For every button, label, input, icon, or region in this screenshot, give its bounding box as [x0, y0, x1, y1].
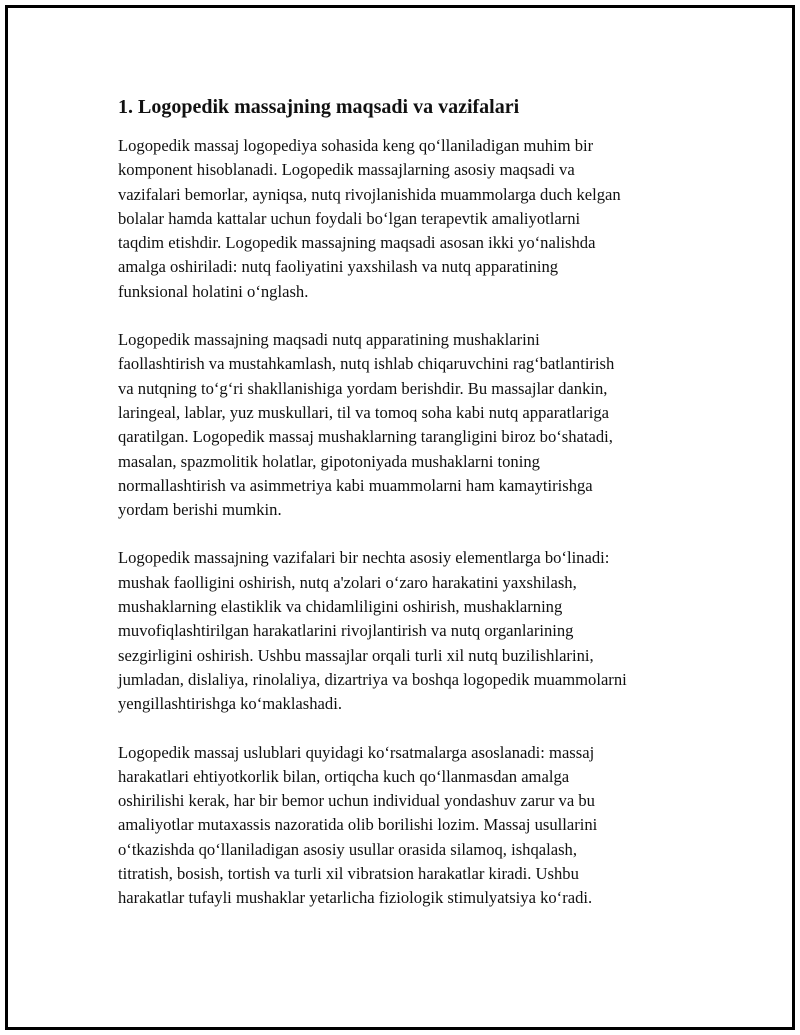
paragraph-line: Logopedik massajning maqsadi nutq apparatining mushaklarini	[118, 330, 540, 350]
paragraph-4	[118, 741, 698, 911]
paragraph-line: Logopedik massaj uslublari quyidagi ko‘rsatmalarga asoslanadi: massaj	[118, 742, 595, 762]
paragraph-line: komponent hisoblanadi. Logopedik massajlarning asosiy maqsadi va	[118, 160, 575, 180]
paragraph-line: qaratilgan. Logopedik massaj mushaklarning tarangligini biroz bo‘shatadi,	[118, 427, 613, 447]
section-heading: 1. Logopedik massajning maqsadi va vazifalari	[118, 96, 520, 118]
paragraph-line: amaliyotlar mutaxassis nazoratida olib borilishi lozim. Massaj usullarini	[118, 815, 598, 835]
paragraph-line: funksional holatini o‘nglash.	[118, 281, 309, 301]
paragraph-line: bolalar hamda kattalar uchun foydali bo‘lgan terapevtik amaliyotlarni	[118, 208, 581, 228]
paragraph-line: taqdim etishdir. Logopedik massajning maqsadi asosan ikki yo‘nalishda	[118, 233, 596, 253]
paragraph-line: yordam berishi mumkin.	[118, 500, 282, 520]
paragraph-line: laringeal, lablar, yuz muskullari, til va tomoq soha kabi nutq apparatlariga	[118, 402, 610, 422]
paragraph-line: faollashtirish va mustahkamlash, nutq ishlab chiqaruvchini rag‘batlantirish	[118, 354, 615, 374]
paragraph-1	[118, 134, 698, 304]
paragraph-line: muvofiqlashtirilgan harakatlarini rivojlantirish va nutq organlarining	[118, 621, 574, 641]
paragraph-line: yengillashtirishga ko‘maklashadi.	[118, 694, 342, 714]
paragraph-line: jumladan, dislaliya, rinolaliya, dizartriya va boshqa logopedik muammolarni	[118, 669, 627, 689]
paragraph-2	[118, 328, 698, 522]
paragraph-line: harakatlari ehtiyotkorlik bilan, ortiqcha kuch qo‘llanmasdan amalga	[118, 766, 570, 786]
paragraph-line: vazifalari bemorlar, ayniqsa, nutq rivojlanishida muammolarga duch kelgan	[118, 184, 621, 204]
paragraph-line: harakatlar tufayli mushaklar yetarlicha fiziologik stimulyatsiya ko‘radi.	[118, 888, 593, 908]
paragraph-line: titratish, bosish, tortish va turli xil vibratsion harakatlar kiradi. Ushbu	[118, 864, 579, 884]
paragraph-line: Logopedik massaj logopediya sohasida keng qo‘llaniladigan muhim bir	[118, 136, 594, 155]
paragraph-line: Logopedik massajning vazifalari bir nechta asosiy elementlarga bo‘linadi:	[118, 548, 610, 568]
paragraph-line: oshirilishi kerak, har bir bemor uchun individual yondashuv zarur va bu	[118, 791, 595, 811]
paragraph-line: mushaklarning elastiklik va chidamliligini oshirish, mushaklarning	[118, 597, 563, 617]
paragraph-line: sezgirligini oshirish. Ushbu massajlar orqali turli xil nutq buzilishlarini,	[118, 645, 594, 665]
paragraph-line: mushak faolligini oshirish, nutq a'zolari o‘zaro harakatini yaxshilash,	[118, 572, 577, 592]
document-body	[118, 88, 698, 935]
paragraph-line: va nutqning to‘g‘ri shakllanishiga yordam berishdir. Bu massajlar dankin,	[118, 378, 608, 398]
paragraph-line: masalan, spazmolitik holatlar, gipotoniyada mushaklarni toning	[118, 451, 540, 471]
paragraph-line: amalga oshiriladi: nutq faoliyatini yaxshilash va nutq apparatining	[118, 257, 559, 277]
paragraph-3	[118, 546, 698, 716]
paragraph-line: normallashtirish va asimmetriya kabi muammolarni ham kamaytirishga	[118, 475, 593, 495]
paragraph-line: o‘tkazishda qo‘llaniladigan asosiy usullar orasida silamoq, ishqalash,	[118, 839, 577, 859]
